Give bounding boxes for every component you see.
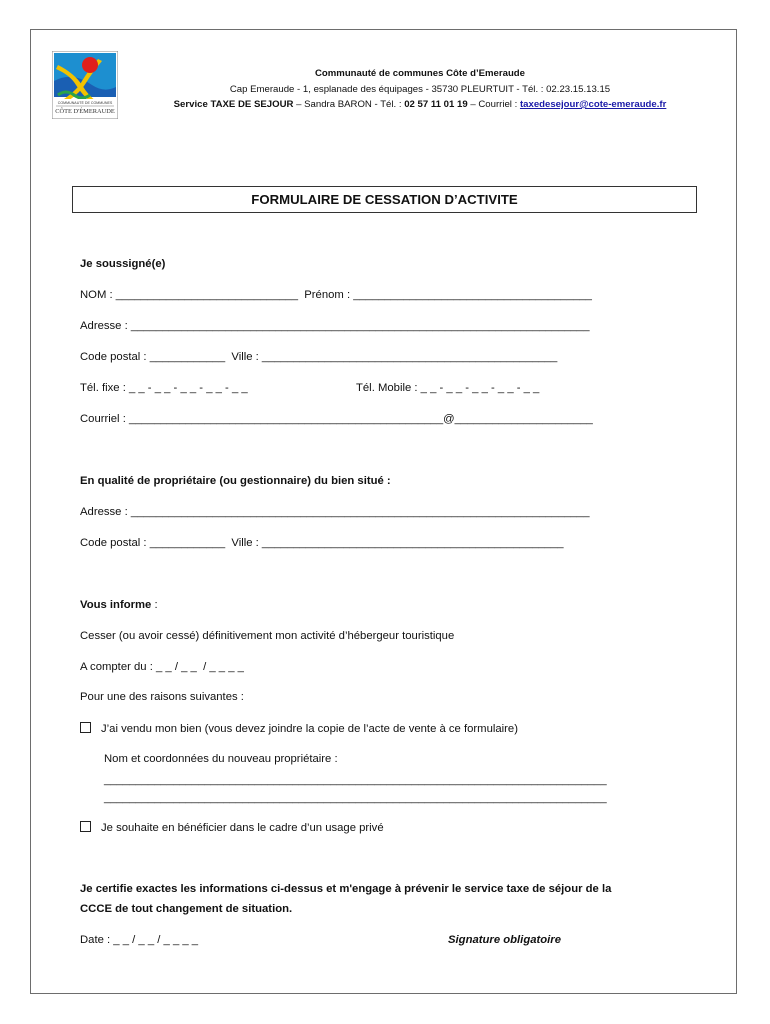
section-bien-heading: En qualité de propriétaire (ou gestionnaire) du bien situé :: [80, 475, 391, 487]
service-contact: – Sandra BARON - Tél. :: [293, 99, 405, 110]
informe-label: Vous informe: [80, 599, 152, 611]
option-vendu-label: J’ai vendu mon bien (vous devez joindre la copie de l’acte de vente à ce formulaire): [101, 723, 518, 735]
option-usage-prive-label: Je souhaite en bénéficier dans le cadre d’un usage privé: [101, 822, 384, 834]
tel-mobile-field[interactable]: Tél. Mobile : _ _ - _ _ - _ _ - _ _ - _ _: [356, 382, 540, 394]
option-vendu[interactable]: [80, 722, 518, 735]
nom-prenom-field[interactable]: NOM : _____________________________ Prénom : ______________________________________: [80, 289, 592, 301]
checkbox-vendu[interactable]: [80, 722, 91, 733]
tel-fixe-field[interactable]: Tél. fixe : _ _ - _ _ - _ _ - _ _ - _ _: [80, 382, 248, 394]
courriel-field[interactable]: Courriel : __________________________________________________@______________________: [80, 413, 593, 425]
logo-caption-top: COMMUNAUTÉ DE COMMUNES: [57, 101, 113, 105]
signature-date-field[interactable]: Date : _ _ / _ _ / _ _ _ _: [80, 934, 199, 946]
adresse-field[interactable]: Adresse : _________________________________________________________________________: [80, 320, 590, 332]
service-line: [130, 97, 710, 113]
nouveau-proprietaire-label: Nom et coordonnées du nouveau propriétaire :: [104, 753, 338, 765]
option-usage-prive[interactable]: [80, 821, 384, 834]
nouveau-proprietaire-line-2[interactable]: ________________________________________________________________________________: [104, 792, 607, 804]
service-phone: 02 57 11 01 19: [404, 99, 468, 110]
cesser-statement: Cesser (ou avoir cessé) définitivement mon activité d’hébergeur touristique: [80, 630, 455, 642]
code-postal-ville-field[interactable]: Code postal : ____________ Ville : _______________________________________________: [80, 351, 558, 363]
raisons-label: Pour une des raisons suivantes :: [80, 691, 244, 703]
form-title: FORMULAIRE DE CESSATION D’ACTIVITE: [72, 186, 697, 213]
informe-colon: :: [151, 599, 158, 611]
cote-emeraude-logo: [52, 51, 118, 119]
service-label: Service TAXE DE SEJOUR: [173, 99, 294, 110]
service-email-link[interactable]: taxedesejour@cote-emeraude.fr: [519, 99, 667, 110]
compter-date-field[interactable]: A compter du : _ _ / _ _ / _ _ _ _: [80, 661, 244, 673]
org-address: Cap Emeraude - 1, esplanade des équipages - 35730 PLEURTUIT - Tél. : 02.23.15.13.15: [229, 83, 611, 95]
logo-caption-bottom: CÔTE D'ÉMERAUDE: [55, 108, 115, 115]
section-informe-heading: [80, 599, 158, 611]
service-mail-label: – Courriel :: [467, 99, 520, 110]
org-name: Communauté de communes Côte d’Emeraude: [314, 68, 526, 79]
bien-code-postal-ville-field[interactable]: Code postal : ____________ Ville : ________________________________________________: [80, 537, 564, 549]
certification-line-2: CCCE de tout changement de situation.: [80, 903, 293, 915]
checkbox-usage-prive[interactable]: [80, 821, 91, 832]
certification-line-1: Je certifie exactes les informations ci-dessus et m'engage à prévenir le service taxe de séjour de la: [80, 883, 612, 895]
signature-label: Signature obligatoire: [448, 934, 561, 946]
letterhead: [130, 66, 710, 113]
nouveau-proprietaire-line-1[interactable]: ________________________________________________________________________________: [104, 774, 607, 786]
section-soussigne-heading: Je soussigné(e): [80, 258, 166, 270]
bien-adresse-field[interactable]: Adresse : _________________________________________________________________________: [80, 506, 590, 518]
